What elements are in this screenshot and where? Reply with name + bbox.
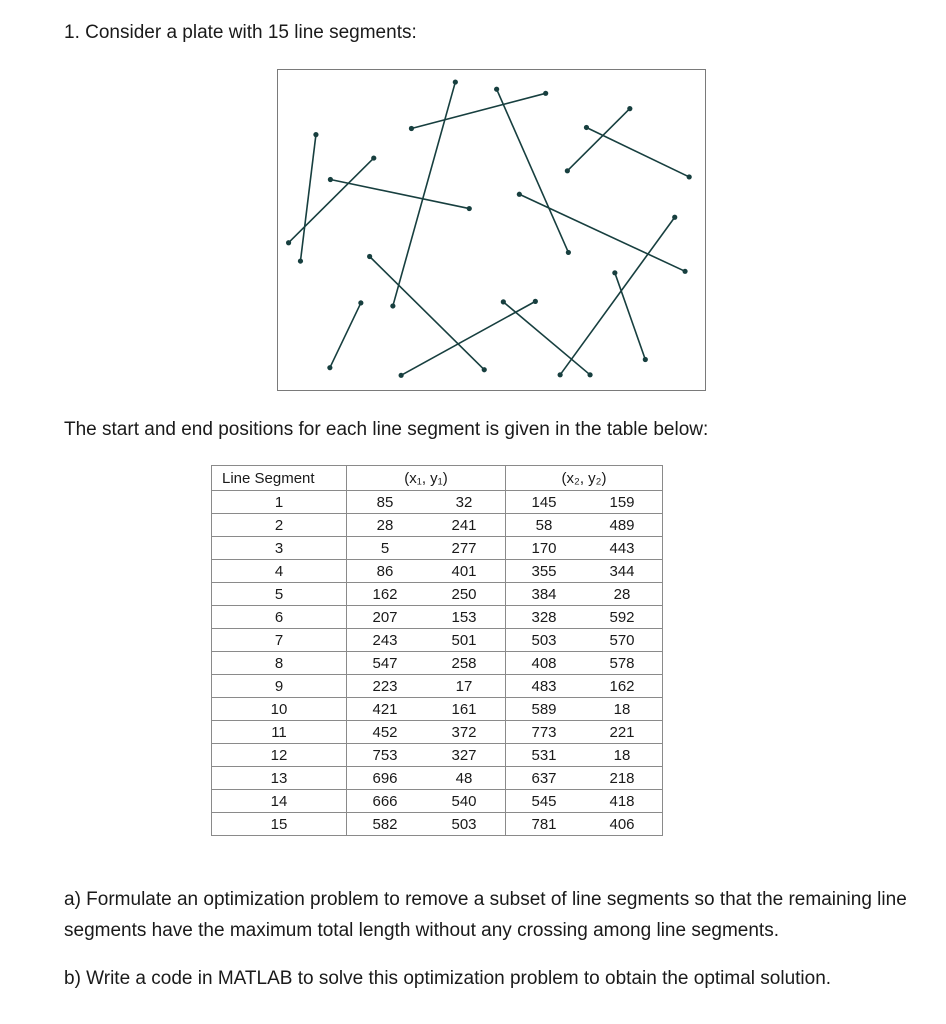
x2-value: 145 bbox=[506, 491, 583, 514]
y1-value: 327 bbox=[423, 744, 506, 767]
table-row bbox=[212, 491, 663, 514]
y1-value: 161 bbox=[423, 698, 506, 721]
y2-value: 489 bbox=[582, 514, 663, 537]
segment-number: 3 bbox=[212, 537, 347, 560]
table-row bbox=[212, 675, 663, 698]
segment-12-start-point bbox=[672, 215, 677, 220]
table-row bbox=[212, 629, 663, 652]
y1-value: 17 bbox=[423, 675, 506, 698]
x1-value: 582 bbox=[347, 813, 424, 836]
line-segment-14 bbox=[567, 109, 629, 171]
segment-number: 1 bbox=[212, 491, 347, 514]
segment-number: 5 bbox=[212, 583, 347, 606]
table-header-row bbox=[212, 466, 663, 491]
segment-7-start-point bbox=[409, 126, 414, 131]
table-row bbox=[212, 698, 663, 721]
y1-value: 401 bbox=[423, 560, 506, 583]
y2-value: 18 bbox=[582, 744, 663, 767]
x2-value: 408 bbox=[506, 652, 583, 675]
part-b-text: b) Write a code in MATLAB to solve this optimization problem to obtain the optimal solution. bbox=[64, 968, 832, 989]
line-segment-1 bbox=[330, 303, 361, 368]
segment-number: 4 bbox=[212, 560, 347, 583]
x2-value: 503 bbox=[506, 629, 583, 652]
x1-value: 28 bbox=[347, 514, 424, 537]
table-row bbox=[212, 606, 663, 629]
segment-1-end-point bbox=[358, 300, 363, 305]
line-segment-13 bbox=[615, 273, 645, 360]
x1-value: 207 bbox=[347, 606, 424, 629]
segment-number: 7 bbox=[212, 629, 347, 652]
plate-svg bbox=[278, 70, 707, 392]
segment-10-end-point bbox=[587, 372, 592, 377]
y1-value: 372 bbox=[423, 721, 506, 744]
y1-value: 153 bbox=[423, 606, 506, 629]
table-row bbox=[212, 813, 663, 836]
table-row bbox=[212, 790, 663, 813]
line-segment-15 bbox=[586, 127, 689, 176]
line-segment-2 bbox=[300, 135, 315, 261]
segment-14-start-point bbox=[627, 106, 632, 111]
x1-value: 5 bbox=[347, 537, 424, 560]
x1-value: 666 bbox=[347, 790, 424, 813]
part-a-text: a) Formulate an optimization problem to remove a subset of line segments so that the remaining line segments have the maximum total length without any crossing among line segments. bbox=[64, 889, 907, 941]
x2-value: 58 bbox=[506, 514, 583, 537]
x1-value: 753 bbox=[347, 744, 424, 767]
line-segment-7 bbox=[411, 93, 545, 128]
line-segment-11 bbox=[519, 194, 685, 271]
y2-value: 221 bbox=[582, 721, 663, 744]
y2-value: 28 bbox=[582, 583, 663, 606]
y2-value: 406 bbox=[582, 813, 663, 836]
x2-value: 170 bbox=[506, 537, 583, 560]
line-segment-10 bbox=[503, 302, 590, 375]
x1-value: 86 bbox=[347, 560, 424, 583]
y1-value: 501 bbox=[423, 629, 506, 652]
segment-5-start-point bbox=[367, 254, 372, 259]
segment-1-start-point bbox=[327, 365, 332, 370]
segment-2-end-point bbox=[313, 132, 318, 137]
segment-number: 6 bbox=[212, 606, 347, 629]
segment-9-end-point bbox=[533, 299, 538, 304]
table-row bbox=[212, 767, 663, 790]
table-row bbox=[212, 514, 663, 537]
x1-value: 421 bbox=[347, 698, 424, 721]
segment-number: 15 bbox=[212, 813, 347, 836]
x2-value: 355 bbox=[506, 560, 583, 583]
x2-value: 384 bbox=[506, 583, 583, 606]
line-segment-8 bbox=[497, 89, 569, 252]
x2-value: 531 bbox=[506, 744, 583, 767]
y1-value: 277 bbox=[423, 537, 506, 560]
segment-number: 2 bbox=[212, 514, 347, 537]
segment-13-end-point bbox=[612, 270, 617, 275]
x2-value: 483 bbox=[506, 675, 583, 698]
segment-number: 9 bbox=[212, 675, 347, 698]
line-segment-12 bbox=[560, 217, 675, 375]
segment-4-end-point bbox=[467, 206, 472, 211]
y1-value: 540 bbox=[423, 790, 506, 813]
segment-number: 10 bbox=[212, 698, 347, 721]
y1-value: 250 bbox=[423, 583, 506, 606]
x2-value: 545 bbox=[506, 790, 583, 813]
y2-value: 218 bbox=[582, 767, 663, 790]
segment-13-start-point bbox=[643, 357, 648, 362]
line-segment-3 bbox=[289, 158, 374, 243]
y2-value: 159 bbox=[582, 491, 663, 514]
y2-value: 443 bbox=[582, 537, 663, 560]
y1-value: 258 bbox=[423, 652, 506, 675]
y1-value: 241 bbox=[423, 514, 506, 537]
segment-6-start-point bbox=[390, 303, 395, 308]
line-segment-5 bbox=[370, 257, 485, 370]
table-row bbox=[212, 744, 663, 767]
y2-value: 578 bbox=[582, 652, 663, 675]
x2-value: 781 bbox=[506, 813, 583, 836]
y2-value: 162 bbox=[582, 675, 663, 698]
intro-text: The start and end positions for each line segment is given in the table below: bbox=[64, 419, 709, 440]
table-row bbox=[212, 560, 663, 583]
segment-number: 13 bbox=[212, 767, 347, 790]
x2-value: 589 bbox=[506, 698, 583, 721]
x1-value: 547 bbox=[347, 652, 424, 675]
segment-3-start-point bbox=[286, 240, 291, 245]
segment-15-end-point bbox=[687, 174, 692, 179]
x2-value: 773 bbox=[506, 721, 583, 744]
segment-9-start-point bbox=[399, 373, 404, 378]
segment-11-start-point bbox=[517, 192, 522, 197]
x1-value: 243 bbox=[347, 629, 424, 652]
segment-4-start-point bbox=[328, 177, 333, 182]
segment-10-start-point bbox=[501, 299, 506, 304]
y2-value: 570 bbox=[582, 629, 663, 652]
x1-value: 85 bbox=[347, 491, 424, 514]
table-row bbox=[212, 652, 663, 675]
segments-table bbox=[211, 465, 663, 836]
segment-6-end-point bbox=[453, 79, 458, 84]
y2-value: 18 bbox=[582, 698, 663, 721]
segment-14-end-point bbox=[565, 168, 570, 173]
y2-value: 418 bbox=[582, 790, 663, 813]
plate-diagram bbox=[277, 69, 706, 391]
segment-7-end-point bbox=[543, 91, 548, 96]
segment-number: 11 bbox=[212, 721, 347, 744]
segment-8-start-point bbox=[566, 250, 571, 255]
table-row bbox=[212, 721, 663, 744]
segment-8-end-point bbox=[494, 87, 499, 92]
x1-value: 223 bbox=[347, 675, 424, 698]
x1-value: 452 bbox=[347, 721, 424, 744]
segment-11-end-point bbox=[682, 269, 687, 274]
segment-15-start-point bbox=[584, 125, 589, 130]
segment-number: 8 bbox=[212, 652, 347, 675]
y1-value: 48 bbox=[423, 767, 506, 790]
x1-value: 696 bbox=[347, 767, 424, 790]
y1-value: 32 bbox=[423, 491, 506, 514]
header-line-segment: Line Segment bbox=[212, 466, 347, 491]
table-row bbox=[212, 537, 663, 560]
segment-12-end-point bbox=[558, 372, 563, 377]
segment-5-end-point bbox=[482, 367, 487, 372]
y1-value: 503 bbox=[423, 813, 506, 836]
x2-value: 328 bbox=[506, 606, 583, 629]
line-segment-4 bbox=[330, 179, 469, 208]
header-start-point: (x₁, y₁) bbox=[347, 466, 506, 491]
segment-3-end-point bbox=[371, 155, 376, 160]
question-title: 1. Consider a plate with 15 line segments: bbox=[64, 22, 417, 43]
table-row bbox=[212, 583, 663, 606]
y2-value: 592 bbox=[582, 606, 663, 629]
segment-number: 12 bbox=[212, 744, 347, 767]
x2-value: 637 bbox=[506, 767, 583, 790]
x1-value: 162 bbox=[347, 583, 424, 606]
segment-number: 14 bbox=[212, 790, 347, 813]
segment-2-start-point bbox=[298, 258, 303, 263]
y2-value: 344 bbox=[582, 560, 663, 583]
header-end-point: (x₂, y₂) bbox=[506, 466, 663, 491]
